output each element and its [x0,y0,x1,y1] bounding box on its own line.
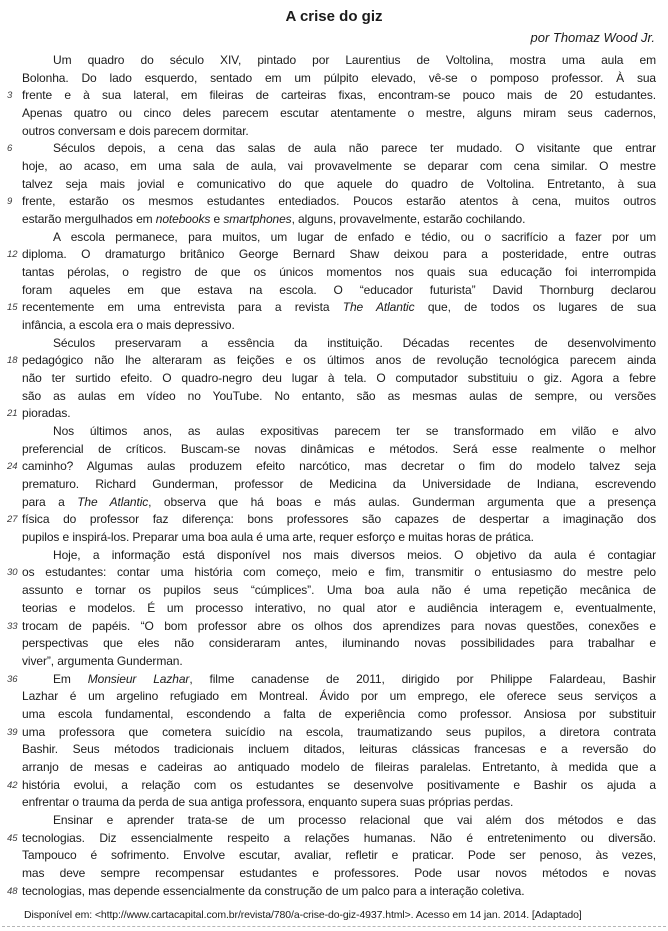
line-number [0,105,22,123]
text-line-content: para a The Atlantic, observa que há boas e más aulas. Gunderman argumenta que a presença [22,494,656,509]
text-line-content: preferencial de críticos. Buscam-se novas dinâmicas e métodos. Será esse realmente o melhor [22,441,656,456]
text-line-content: recentemente em uma entrevista para a revista The Atlantic que, de todos os lugares de sua [22,300,656,315]
text-line [0,246,668,264]
text-line [0,140,668,158]
text-line [0,865,668,883]
text-line-content: uma escola fundamental, escondendo a falta de experiência como professor. Ansiosa por substituir [22,706,656,721]
line-number [0,494,22,512]
line-number [0,264,22,282]
text-line-content: Bashir. Seus métodos tradicionais incluem ditados, leituras clássicas francesas e a reversão do [22,742,656,757]
text-line [0,777,668,795]
text-line-content: Tampouco é sofrimento. Envolve escutar, avaliar, refletir e praticar. Pode ser penoso, às vezes, [22,848,656,863]
line-number [0,847,22,865]
text-line [0,564,668,582]
text-line-content: teorias e modelos. É um processo interativo, no qual ator e audiência interagem e, eventualmente, [22,600,656,615]
line-number: 15 [7,302,18,314]
text-line [0,458,668,476]
text-line-content: Lazhar é um argelino refugiado em Montreal. Ávido por um emprego, ele oferece seus serviços a [22,689,656,704]
line-number: 36 [7,673,18,685]
line-number [0,211,22,229]
line-number [0,158,22,176]
author-byline: por Thomaz Wood Jr. [530,30,655,45]
line-number [0,812,22,830]
text-line [0,193,668,211]
text-line-content: A escola permanece, para muitos, um lugar de enfado e tédio, ou o sacrifício a fazer por um [53,229,656,244]
text-line-content: Nos últimos anos, as aulas expositivas parecem ter se transformado em vilão e alvo [53,424,656,439]
line-number [0,123,22,141]
text-line-content: tecnologias. Diz essencialmente respeito a relações humanas. Não é entretenimento ou diversão. [22,830,656,845]
text-line [0,494,668,512]
text-line-content: frente, estarão os mesmos estudantes entediados. Poucos estarão atentos à cena, muitos outros [22,194,656,209]
line-number: 12 [7,249,18,261]
italic-term: The Atlantic [342,300,415,315]
text-line-content: Séculos preservaram a essência da instituição. Décadas recentes de desenvolvimento [53,335,656,350]
text-line-content: não ter surtido efeito. O quadro-negro deu lugar à tela. O computador substituiu o giz. Agora a febre [22,371,656,386]
text-line [0,299,668,317]
text-line-content: estarão mergulhados em notebooks e smartphones, alguns, provavelmente, estarão cochilando. [22,212,526,227]
text-line-content: tecnologias, mas depende essencialmente da construção de um palco para a interação coletiva. [22,883,525,898]
text-line [0,176,668,194]
text-line-content: história evolui, a relação com os estudantes se desenvolve positivamente e Bashir os ajuda a [22,777,656,792]
line-number [0,547,22,565]
line-number [0,476,22,494]
text-line-content: Ensinar e aprender trata-se de um processo relacional que vai além dos métodos e das [53,812,656,827]
line-number: 27 [7,514,18,526]
text-line-content: prematuro. Richard Gunderman, professor de Medicina da Universidade de Indiana, escrevendo [22,477,656,492]
text-lines [0,52,668,900]
text-line [0,706,668,724]
text-line [0,812,668,830]
source-citation: Disponível em: <http://www.cartacapital.com.br/revista/780/a-crise-do-giz-4937.html>. Acesso em 14 jan. 2014. [Adaptado] [24,909,582,922]
text-line-content: caminho? Algumas aulas produzem efeito narcótico, mas decretar o fim do modelo talvez seja [22,459,656,474]
text-line-content: pioradas. [22,406,71,421]
line-number [0,176,22,194]
line-number: 6 [7,143,13,155]
line-number [0,317,22,335]
text-line-content: hoje, ao acaso, em uma sala de aula, vai provavelmente se deparar com cena similar. O mestre [22,159,656,174]
line-number [0,529,22,547]
text-line-content: uma professora que cometera suicídio na escola, traumatizando seus pupilos, a diretora contrata [22,724,656,739]
page-title: A crise do giz [285,8,383,25]
line-number [0,52,22,70]
text-line-content: outros conversam e dois parecem dormitar. [22,123,249,138]
text-line-content: perspectivas que eles não consideraram antes, iluminando novas possibilidades para trabalhar e [22,636,656,651]
text-line-content: Bolonha. Do lado esquerdo, sentado em um púlpito elevado, vê-se o pomposo professor. À sua [22,70,656,85]
text-line [0,547,668,565]
line-number: 30 [7,567,18,579]
text-line [0,282,668,300]
text-line [0,335,668,353]
text-line-content: Em Monsieur Lazhar, filme canadense de 2011, dirigido por Philippe Falardeau, Bashir [53,671,656,686]
text-line [0,653,668,671]
text-line [0,229,668,247]
text-line-content: Um quadro do século XIV, pintado por Laurentius de Voltolina, mostra uma aula em [53,53,656,67]
text-line [0,70,668,88]
line-number: 39 [7,726,18,738]
text-line [0,671,668,689]
text-line-content: infância, a escola era o mais depressivo. [22,318,235,333]
text-line-content: os estudantes: contar uma história com começo, meio e fim, transmitir o entusiasmo do mestre pelo [22,565,656,580]
text-line-content: pupilos e inspirá-los. Preparar uma boa aula é uma arte, requer esforço e muitas horas de prática. [22,530,534,545]
line-number [0,635,22,653]
text-line-content: Apenas quatro ou cinco deles parecem escutar atentamente o mestre, alguns miram seus cadernos, [22,106,656,121]
line-number [0,335,22,353]
text-line-content: tantas pérolas, o registro de que os únicos momentos nos quais sua educação foi interrompida [22,265,656,280]
text-line [0,582,668,600]
text-line-content: arranjo de mesas e cadeiras ao antiquado modelo de fileiras paralelas. Entretanto, à medida que a [22,759,656,774]
text-line [0,476,668,494]
text-line [0,724,668,742]
line-number: 9 [7,196,13,208]
line-number [0,653,22,671]
line-number [0,741,22,759]
line-number [0,388,22,406]
text-line [0,741,668,759]
italic-term: notebooks [155,212,211,227]
text-line [0,441,668,459]
line-number: 18 [7,355,18,367]
text-line [0,370,668,388]
text-line [0,635,668,653]
text-line [0,600,668,618]
line-number [0,706,22,724]
text-line-content: diploma. O dramaturgo britânico George Bernard Shaw deixou para a posteridade, entre outras [22,247,656,262]
text-line-content: pedagógico não lhe alteraram as feições e os últimos anos de revolução tecnológica parecem ainda [22,353,656,368]
text-line-content: Séculos depois, a cena das salas de aula não parece ter mudado. O visitante que entrar [53,141,656,156]
text-line [0,388,668,406]
line-number: 33 [7,620,18,632]
line-number: 48 [7,885,18,897]
line-number [0,865,22,883]
text-line-content: trocam de papéis. “O bom professor abre os olhos dos aprendizes para novas questões, conexões e [22,618,656,633]
text-line [0,317,668,335]
text-line [0,352,668,370]
text-line [0,405,668,423]
line-number: 24 [7,461,18,473]
line-number [0,794,22,812]
text-line [0,847,668,865]
line-number [0,582,22,600]
bottom-dashed-divider [2,926,666,927]
line-number [0,600,22,618]
text-line [0,211,668,229]
text-line [0,688,668,706]
text-line-content: mas deve sempre recompensar estudantes e professores. Pode usar novos métodos e novas [22,865,656,880]
text-line [0,511,668,529]
text-line [0,123,668,141]
line-number [0,70,22,88]
line-number: 45 [7,832,18,844]
line-number [0,370,22,388]
line-number [0,759,22,777]
text-line [0,830,668,848]
line-number: 3 [7,90,13,102]
text-line [0,423,668,441]
text-line-content: Hoje, a informação está disponível nos mais diversos meios. O objetivo da aula é contagiar [53,547,656,562]
text-line-content: foram aqueles em que estava na escola. O “educador futurista” David Thornburg declarou [22,282,656,297]
line-number: 42 [7,779,18,791]
italic-term: The Atlantic [77,494,149,509]
text-line [0,87,668,105]
text-line [0,618,668,636]
text-line-content: viver”, argumenta Gunderman. [22,653,183,668]
text-line-content: enfrentar o trauma da perda de sua antiga professora, enquanto supera suas próprias perdas. [22,795,514,810]
italic-term: smartphones [223,212,292,227]
line-number [0,423,22,441]
line-number [0,688,22,706]
line-number [0,282,22,300]
line-number [0,441,22,459]
text-line [0,264,668,282]
text-line-content: talvez seja mais jovial e comunicativo do que aquele do quadro de Voltolina. Entretanto, à sua [22,176,656,191]
line-number: 21 [7,408,18,420]
text-line [0,105,668,123]
text-line-content: física do professor faz diferença: bons professores são capazes de despertar a imaginação dos [22,512,656,527]
text-line-content: frente e à sua lateral, em fileiras de carteiras fixas, encontram-se pouco mais de 20 estudantes. [22,88,656,103]
text-line [0,529,668,547]
line-number [0,229,22,247]
text-line-content: assunto e tornar os pupilos seus “cúmplices”. Uma boa aula não é uma repetição mecânica de [22,583,656,598]
text-line [0,158,668,176]
text-line-content: são as aulas em vídeo no YouTube. No entanto, são as mesmas aulas de sempre, ou versões [22,388,656,403]
text-line [0,52,668,70]
text-line [0,883,668,901]
text-line [0,759,668,777]
text-line [0,794,668,812]
italic-term: Monsieur Lazhar [87,671,190,686]
